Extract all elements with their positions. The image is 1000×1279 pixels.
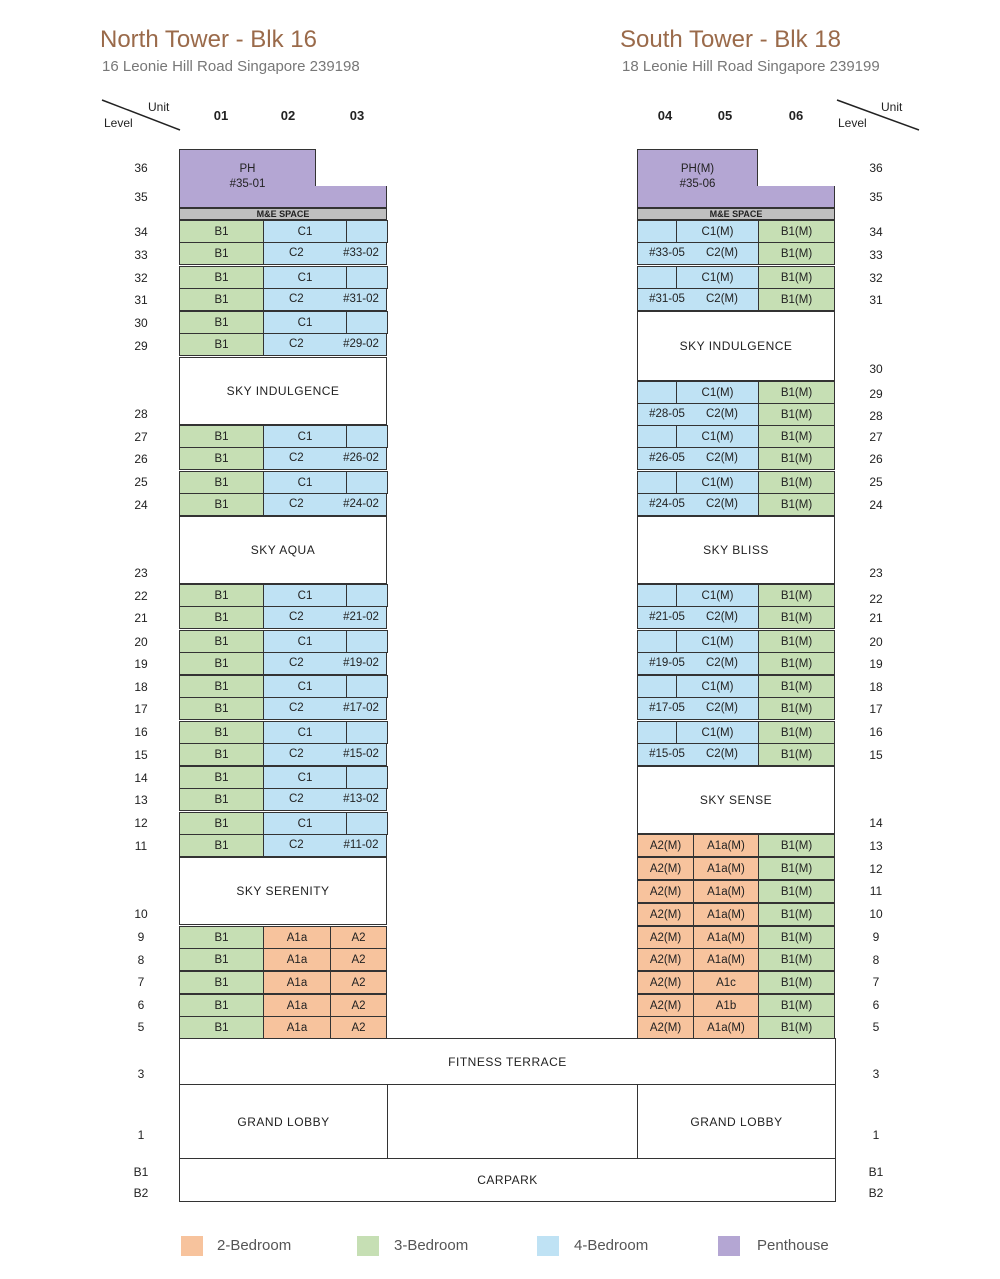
north-unit-c1: C1 (263, 721, 347, 744)
south-unit-b1m: B1(M) (758, 584, 835, 607)
unit-header-02: 02 (280, 108, 296, 123)
north-unit-b1: B1 (179, 697, 264, 720)
level-label-left: 16 (134, 725, 148, 739)
level-label-left: 19 (134, 657, 148, 671)
north-unit-03-top (346, 425, 388, 448)
north-unit-b1: B1 (179, 471, 264, 494)
north-unit-c1: C1 (263, 766, 347, 789)
south-unit-b1m: B1(M) (758, 697, 835, 720)
north-unit-c1: C1 (263, 471, 347, 494)
level-label-left: 24 (134, 498, 148, 512)
south-unit-04-top (637, 630, 677, 653)
south-sky-sense: SKY SENSE (637, 766, 835, 834)
north-unit-number: #33-02 (343, 247, 379, 259)
north-unit-number: #17-02 (343, 702, 379, 714)
level-label-left: 14 (134, 771, 148, 785)
south-unit-04-top (637, 721, 677, 744)
south-unit-a2m: A2(M) (637, 880, 694, 903)
south-unit-c2m: C2(M) (706, 611, 738, 623)
south-unit-a1b: A1b (693, 994, 759, 1017)
south-unit-b1m: B1(M) (758, 471, 835, 494)
south-unit-c1m: C1(M) (676, 584, 759, 607)
level-label-right: 35 (869, 190, 883, 204)
level-label-left: 8 (137, 953, 145, 967)
south-unit-a2m: A2(M) (637, 857, 694, 880)
south-unit-number: #33-05 (649, 247, 685, 259)
south-unit-b1m: B1(M) (758, 743, 835, 766)
level-label-left: 30 (134, 316, 148, 330)
unit-header-01: 01 (213, 108, 229, 123)
north-unit-c2: C2 (289, 657, 304, 669)
north-unit-b1: B1 (179, 652, 264, 675)
south-unit-a1am: A1a(M) (693, 926, 759, 949)
level-label-right: 13 (869, 839, 883, 853)
south-unit-c2m: C2(M) (706, 293, 738, 305)
south-unit-c1m: C1(M) (676, 721, 759, 744)
level-label-left: 36 (134, 161, 148, 175)
level-label-left: 7 (137, 975, 145, 989)
level-label-left: 11 (134, 839, 148, 853)
south-ph-name: PH(M) (680, 163, 715, 175)
south-unit-b1m: B1(M) (758, 721, 835, 744)
south-unit-c2m: C2(M) (706, 702, 738, 714)
legend-swatch-2-bedroom (181, 1236, 203, 1256)
level-label-right: 8 (872, 953, 880, 967)
south-unit-04-top (637, 220, 677, 243)
north-unit-03-top (346, 266, 388, 289)
north-me-space: M&E SPACE (179, 208, 387, 220)
north-unit-b1: B1 (179, 242, 264, 265)
legend-label-3-bedroom: 3-Bedroom (394, 1237, 469, 1254)
north-unit-b1: B1 (179, 220, 264, 243)
south-unit-number: #15-05 (649, 748, 685, 760)
level-label-left: B2 (133, 1186, 149, 1200)
level-label-left: 9 (137, 930, 145, 944)
south-unit-04-top (637, 675, 677, 698)
south-unit-b1m: B1(M) (758, 242, 835, 265)
south-unit-b1m: B1(M) (758, 652, 835, 675)
north-unit-c2: C2 (289, 452, 304, 464)
north-ph-unit: #35-01 (229, 178, 266, 190)
level-label-right: B1 (868, 1165, 884, 1179)
south-unit-c2m: C2(M) (706, 247, 738, 259)
north-unit-c2: C2 (289, 293, 304, 305)
south-unit-b1m: B1(M) (758, 447, 835, 470)
north-unit-b1: B1 (179, 743, 264, 766)
south-unit-c2m: C2(M) (706, 657, 738, 669)
level-label-left: 31 (134, 293, 148, 307)
level-label-right: 36 (869, 161, 883, 175)
north-unit-c1: C1 (263, 220, 347, 243)
south-unit-a2m: A2(M) (637, 1016, 694, 1039)
level-label-right: 14 (869, 816, 883, 830)
level-label-right: 30 (869, 362, 883, 376)
south-unit-number: #19-05 (649, 657, 685, 669)
north-corner-unit-label: Unit (148, 100, 170, 114)
north-unit-b1: B1 (179, 1016, 264, 1039)
north-unit-a2: A2 (330, 1016, 387, 1039)
carpark: CARPARK (179, 1158, 836, 1202)
north-unit-a2: A2 (330, 971, 387, 994)
south-unit-b1m: B1(M) (758, 403, 835, 426)
level-label-right: 34 (869, 225, 883, 239)
south-tower-address: 18 Leonie Hill Road Singapore 239199 (622, 58, 880, 75)
south-me-space: M&E SPACE (637, 208, 835, 220)
level-label-left: 10 (134, 907, 148, 921)
south-unit-number: #31-05 (649, 293, 685, 305)
north-unit-b1: B1 (179, 584, 264, 607)
south-unit-b1m: B1(M) (758, 675, 835, 698)
south-unit-number: #28-05 (649, 408, 685, 420)
south-unit-a2m: A2(M) (637, 948, 694, 971)
level-label-right: 5 (872, 1020, 880, 1034)
north-unit-b1: B1 (179, 721, 264, 744)
north-unit-03-top (346, 766, 388, 789)
level-label-left: 5 (137, 1020, 145, 1034)
north-unit-a1a: A1a (263, 1016, 331, 1039)
north-unit-b1: B1 (179, 948, 264, 971)
north-unit-b1: B1 (179, 994, 264, 1017)
north-unit-b1: B1 (179, 971, 264, 994)
north-unit-03-top (346, 812, 388, 835)
south-unit-b1m: B1(M) (758, 381, 835, 404)
level-label-left: 25 (134, 475, 148, 489)
north-grand-lobby: GRAND LOBBY (179, 1084, 388, 1159)
level-label-right: 7 (872, 975, 880, 989)
lobby-middle-space (387, 1084, 638, 1159)
south-ph-unit: #35-06 (679, 178, 716, 190)
north-unit-b1: B1 (179, 788, 264, 811)
north-unit-b1: B1 (179, 926, 264, 949)
level-label-left: 29 (134, 339, 148, 353)
level-label-right: 25 (869, 475, 883, 489)
north-unit-03-top (346, 721, 388, 744)
north-unit-03-top (346, 675, 388, 698)
north-unit-c2: C2 (289, 839, 304, 851)
south-unit-number: #17-05 (649, 702, 685, 714)
south-unit-c1m: C1(M) (676, 220, 759, 243)
south-corner-unit-label: Unit (881, 100, 903, 114)
level-label-right: 12 (869, 862, 883, 876)
north-unit-a2: A2 (330, 948, 387, 971)
level-label-right: 29 (869, 387, 883, 401)
legend-label-4-bedroom: 4-Bedroom (574, 1237, 649, 1254)
south-unit-number: #24-05 (649, 498, 685, 510)
level-label-right: 23 (869, 566, 883, 580)
south-unit-c1m: C1(M) (676, 425, 759, 448)
south-unit-b1m: B1(M) (758, 630, 835, 653)
level-label-left: 26 (134, 452, 148, 466)
fitness-terrace: FITNESS TERRACE (179, 1038, 836, 1085)
north-unit-number: #19-02 (343, 657, 379, 669)
north-tower-title: North Tower - Blk 16 (100, 26, 317, 53)
south-unit-c1m: C1(M) (676, 381, 759, 404)
north-unit-a2: A2 (330, 994, 387, 1017)
north-unit-number: #26-02 (343, 452, 379, 464)
south-unit-a2m: A2(M) (637, 834, 694, 857)
north-unit-c1: C1 (263, 311, 347, 334)
north-unit-03-top (346, 630, 388, 653)
north-unit-b1: B1 (179, 766, 264, 789)
north-unit-c2: C2 (289, 611, 304, 623)
north-unit-b1: B1 (179, 675, 264, 698)
north-tower-address: 16 Leonie Hill Road Singapore 239198 (102, 58, 360, 75)
south-unit-b1m: B1(M) (758, 971, 835, 994)
level-label-right: 15 (869, 748, 883, 762)
level-label-right: 3 (872, 1067, 880, 1081)
level-label-right: 28 (869, 409, 883, 423)
level-label-left: 33 (134, 248, 148, 262)
level-label-left: 34 (134, 225, 148, 239)
level-label-right: 26 (869, 452, 883, 466)
south-unit-a1c: A1c (693, 971, 759, 994)
south-unit-b1m: B1(M) (758, 857, 835, 880)
north-unit-b1: B1 (179, 447, 264, 470)
level-label-right: 19 (869, 657, 883, 671)
north-unit-a1a: A1a (263, 926, 331, 949)
level-label-left: 3 (137, 1067, 145, 1081)
level-label-left: 1 (137, 1128, 145, 1142)
level-label-left: 18 (134, 680, 148, 694)
south-unit-c1m: C1(M) (676, 266, 759, 289)
north-unit-c1: C1 (263, 425, 347, 448)
north-unit-03-top (346, 471, 388, 494)
south-unit-c2m: C2(M) (706, 498, 738, 510)
south-unit-c2m: C2(M) (706, 748, 738, 760)
level-label-left: 12 (134, 816, 148, 830)
north-unit-a1a: A1a (263, 971, 331, 994)
north-unit-number: #13-02 (343, 793, 379, 805)
level-label-right: 33 (869, 248, 883, 262)
north-unit-b1: B1 (179, 834, 264, 857)
level-label-left: 27 (134, 430, 148, 444)
north-unit-number: #24-02 (343, 498, 379, 510)
south-unit-04-top (637, 471, 677, 494)
south-unit-b1m: B1(M) (758, 288, 835, 311)
legend-swatch-penthouse (718, 1236, 740, 1256)
south-unit-a1am: A1a(M) (693, 948, 759, 971)
level-label-left: 28 (134, 407, 148, 421)
level-label-right: 10 (869, 907, 883, 921)
legend-swatch-4-bedroom (537, 1236, 559, 1256)
unit-header-05: 05 (717, 108, 733, 123)
north-sky-indulgence: SKY INDULGENCE (179, 357, 387, 425)
south-unit-c1m: C1(M) (676, 471, 759, 494)
north-corner-level-label: Level (104, 116, 133, 130)
north-unit-number: #21-02 (343, 611, 379, 623)
unit-header-03: 03 (349, 108, 365, 123)
south-unit-b1m: B1(M) (758, 834, 835, 857)
north-unit-b1: B1 (179, 630, 264, 653)
south-unit-b1m: B1(M) (758, 994, 835, 1017)
level-label-right: 32 (869, 271, 883, 285)
level-label-right: 24 (869, 498, 883, 512)
south-unit-c1m: C1(M) (676, 630, 759, 653)
north-unit-b1: B1 (179, 812, 264, 835)
level-label-right: 22 (869, 592, 883, 606)
level-label-right: 11 (869, 884, 883, 898)
north-unit-number: #11-02 (343, 839, 379, 851)
level-label-left: B1 (133, 1165, 149, 1179)
north-unit-a2: A2 (330, 926, 387, 949)
south-unit-b1m: B1(M) (758, 880, 835, 903)
level-label-right: 21 (869, 611, 883, 625)
south-unit-b1m: B1(M) (758, 903, 835, 926)
legend-swatch-3-bedroom (357, 1236, 379, 1256)
level-label-left: 35 (134, 190, 148, 204)
north-unit-b1: B1 (179, 606, 264, 629)
level-label-left: 17 (134, 702, 148, 716)
north-unit-b1: B1 (179, 266, 264, 289)
level-label-right: 20 (869, 635, 883, 649)
north-unit-03-top (346, 220, 388, 243)
south-unit-c1m: C1(M) (676, 675, 759, 698)
level-label-right: 17 (869, 702, 883, 716)
south-unit-c2m: C2(M) (706, 452, 738, 464)
level-label-left: 15 (134, 748, 148, 762)
north-unit-a1a: A1a (263, 948, 331, 971)
legend-label-2-bedroom: 2-Bedroom (217, 1237, 292, 1254)
north-ph-name: PH (239, 163, 256, 175)
level-label-right: 6 (872, 998, 880, 1012)
level-label-right: 27 (869, 430, 883, 444)
north-unit-c2: C2 (289, 793, 304, 805)
north-unit-c2: C2 (289, 748, 304, 760)
level-label-left: 6 (137, 998, 145, 1012)
north-penthouse-label (179, 162, 316, 192)
south-unit-04-top (637, 266, 677, 289)
north-unit-c2: C2 (289, 702, 304, 714)
south-unit-a1am: A1a(M) (693, 903, 759, 926)
south-unit-b1m: B1(M) (758, 606, 835, 629)
south-unit-b1m: B1(M) (758, 1016, 835, 1039)
north-unit-b1: B1 (179, 288, 264, 311)
level-label-right: 1 (872, 1128, 880, 1142)
level-label-right: 16 (869, 725, 883, 739)
south-corner-level-label: Level (838, 116, 867, 130)
north-unit-c1: C1 (263, 675, 347, 698)
south-unit-a2m: A2(M) (637, 903, 694, 926)
level-label-right: B2 (868, 1186, 884, 1200)
unit-header-04: 04 (657, 108, 673, 123)
south-unit-a1am: A1a(M) (693, 834, 759, 857)
level-label-left: 21 (134, 611, 148, 625)
south-unit-a1am: A1a(M) (693, 857, 759, 880)
south-unit-b1m: B1(M) (758, 493, 835, 516)
legend-label-penthouse: Penthouse (757, 1237, 829, 1254)
north-unit-b1: B1 (179, 333, 264, 356)
level-label-left: 32 (134, 271, 148, 285)
level-label-left: 20 (134, 635, 148, 649)
level-label-right: 9 (872, 930, 880, 944)
level-label-right: 18 (869, 680, 883, 694)
north-unit-c1: C1 (263, 584, 347, 607)
north-unit-03-top (346, 311, 388, 334)
north-unit-c1: C1 (263, 630, 347, 653)
south-sky-indulgence: SKY INDULGENCE (637, 311, 835, 381)
south-unit-number: #21-05 (649, 611, 685, 623)
south-unit-b1m: B1(M) (758, 266, 835, 289)
north-unit-number: #31-02 (343, 293, 379, 305)
north-unit-c2: C2 (289, 247, 304, 259)
south-unit-04-top (637, 425, 677, 448)
north-unit-b1: B1 (179, 311, 264, 334)
north-unit-c1: C1 (263, 812, 347, 835)
unit-header-06: 06 (788, 108, 804, 123)
south-grand-lobby: GRAND LOBBY (637, 1084, 836, 1159)
south-unit-c2m: C2(M) (706, 408, 738, 420)
north-unit-a1a: A1a (263, 994, 331, 1017)
south-unit-a2m: A2(M) (637, 926, 694, 949)
north-unit-03-top (346, 584, 388, 607)
south-unit-b1m: B1(M) (758, 425, 835, 448)
north-unit-number: #15-02 (343, 748, 379, 760)
south-unit-b1m: B1(M) (758, 948, 835, 971)
level-label-left: 13 (134, 793, 148, 807)
level-label-right: 31 (869, 293, 883, 307)
south-unit-a1am: A1a(M) (693, 880, 759, 903)
south-penthouse-label (637, 162, 758, 192)
south-unit-a2m: A2(M) (637, 971, 694, 994)
south-unit-04-top (637, 584, 677, 607)
south-unit-04-top (637, 381, 677, 404)
north-sky-aqua: SKY AQUA (179, 516, 387, 584)
north-unit-b1: B1 (179, 425, 264, 448)
north-unit-number: #29-02 (343, 338, 379, 350)
south-unit-b1m: B1(M) (758, 220, 835, 243)
north-unit-c1: C1 (263, 266, 347, 289)
south-unit-a2m: A2(M) (637, 994, 694, 1017)
level-label-left: 22 (134, 589, 148, 603)
north-unit-c2: C2 (289, 338, 304, 350)
north-unit-b1: B1 (179, 493, 264, 516)
north-unit-c2: C2 (289, 498, 304, 510)
south-sky-bliss: SKY BLISS (637, 516, 835, 584)
south-tower-title: South Tower - Blk 18 (620, 26, 842, 53)
level-label-left: 23 (134, 566, 148, 580)
south-unit-number: #26-05 (649, 452, 685, 464)
south-unit-b1m: B1(M) (758, 926, 835, 949)
south-unit-a1am: A1a(M) (693, 1016, 759, 1039)
north-sky-serenity: SKY SERENITY (179, 857, 387, 925)
